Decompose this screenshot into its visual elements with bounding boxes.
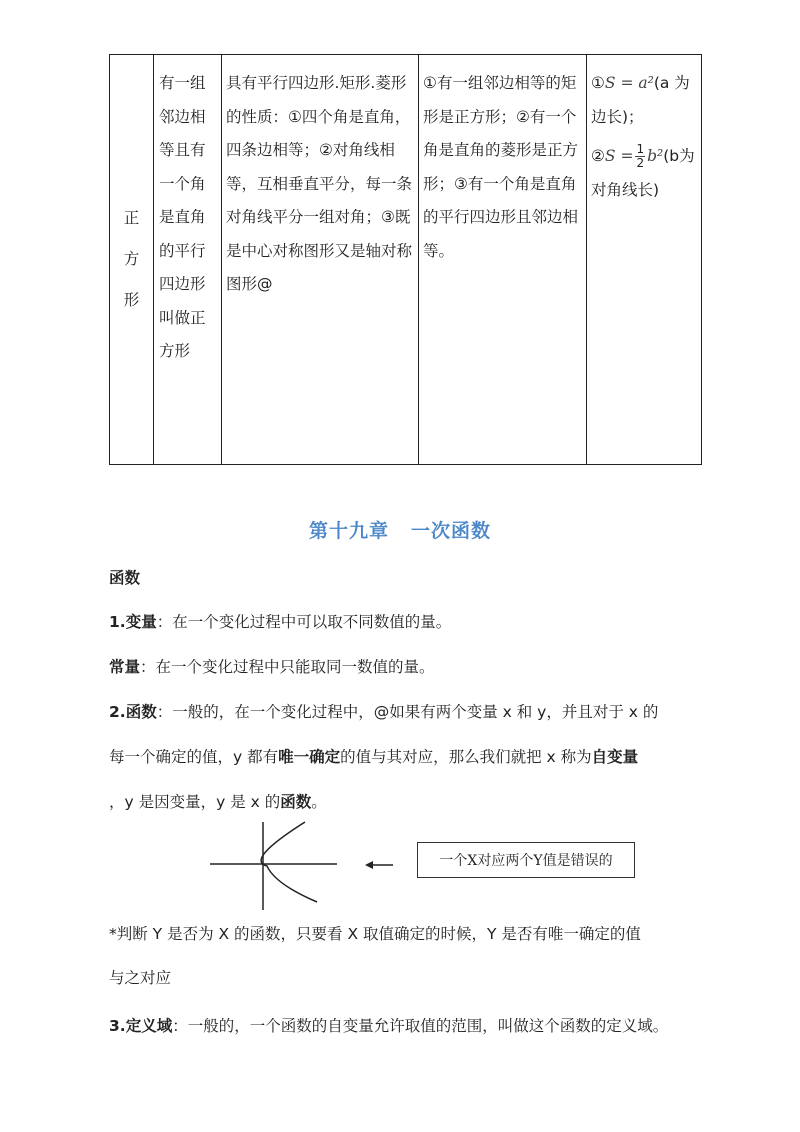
function-definition-line3: ，y 是因变量，y 是 x 的函数。 [109,793,327,811]
shape-name: 正方形 [123,209,140,309]
area-formula-2: ②S = $\frac{1}{2}$ b²(b为对角线长) [591,142,695,199]
area-cell [587,55,701,464]
function-definition-line2: 每一个确定的值，y 都有唯一确定的值与其对应，那么我们就把 x 称为自变量 [109,748,639,766]
diagram-callout-box: 一个X对应两个Y值是错误的 [417,842,635,878]
properties-cell [222,55,419,464]
chapter-title: 第十九章 一次函数 [308,520,492,542]
note-line-1: *判断 Y 是否为 X 的函数，只要看 X 取值确定的时候，Y 是否有唯一确定的值 [109,925,641,943]
judgement-cell [419,55,587,464]
shape-name-cell [110,55,154,464]
judgement-text: ①有一组邻边相等的矩形是正方形；②有一个角是直角的菱形是正方形；③有一个角是直角的平行四边形且邻边相等。 [423,74,579,260]
property-table [109,54,702,465]
section-heading: 函数 [109,569,141,587]
area-formula-1: ①S = a²(a 为边长)； [591,74,690,126]
properties-text: 具有平行四边形.矩形.菱形的性质：①四个角是直角，四条边相等；②对角线相等，互相垂直平分，每一条对角线平分一组对角；③既是中心对称图形又是轴对称图形@ [226,74,413,293]
constant-definition: 常量：在一个变化过程中只能取同一数值的量。 [109,658,435,676]
domain-definition: 3.定义域：一般的，一个函数的自变量允许取值的范围，叫做这个函数的定义域。 [109,1017,669,1035]
definition-cell [154,55,222,464]
note-line-2: 与之对应 [109,969,172,987]
formula-s-a-squared: S = a² [604,74,654,92]
parabola-curve [261,822,317,902]
definition-text: 有一组邻边相等且有一个角是直角的平行四边形叫做正方形 [159,74,206,360]
left-arrow-icon [365,858,395,872]
variable-definition: 1.变量：在一个变化过程中可以取不同数值的量。 [109,613,452,631]
sideways-parabola-graph [205,820,345,912]
fraction-one-half: $\frac{1}{2}$ [636,142,645,170]
function-definition-line1: 2.函数：一般的，在一个变化过程中，@如果有两个变量 x 和 y，并且对于 x 的 [109,703,659,721]
